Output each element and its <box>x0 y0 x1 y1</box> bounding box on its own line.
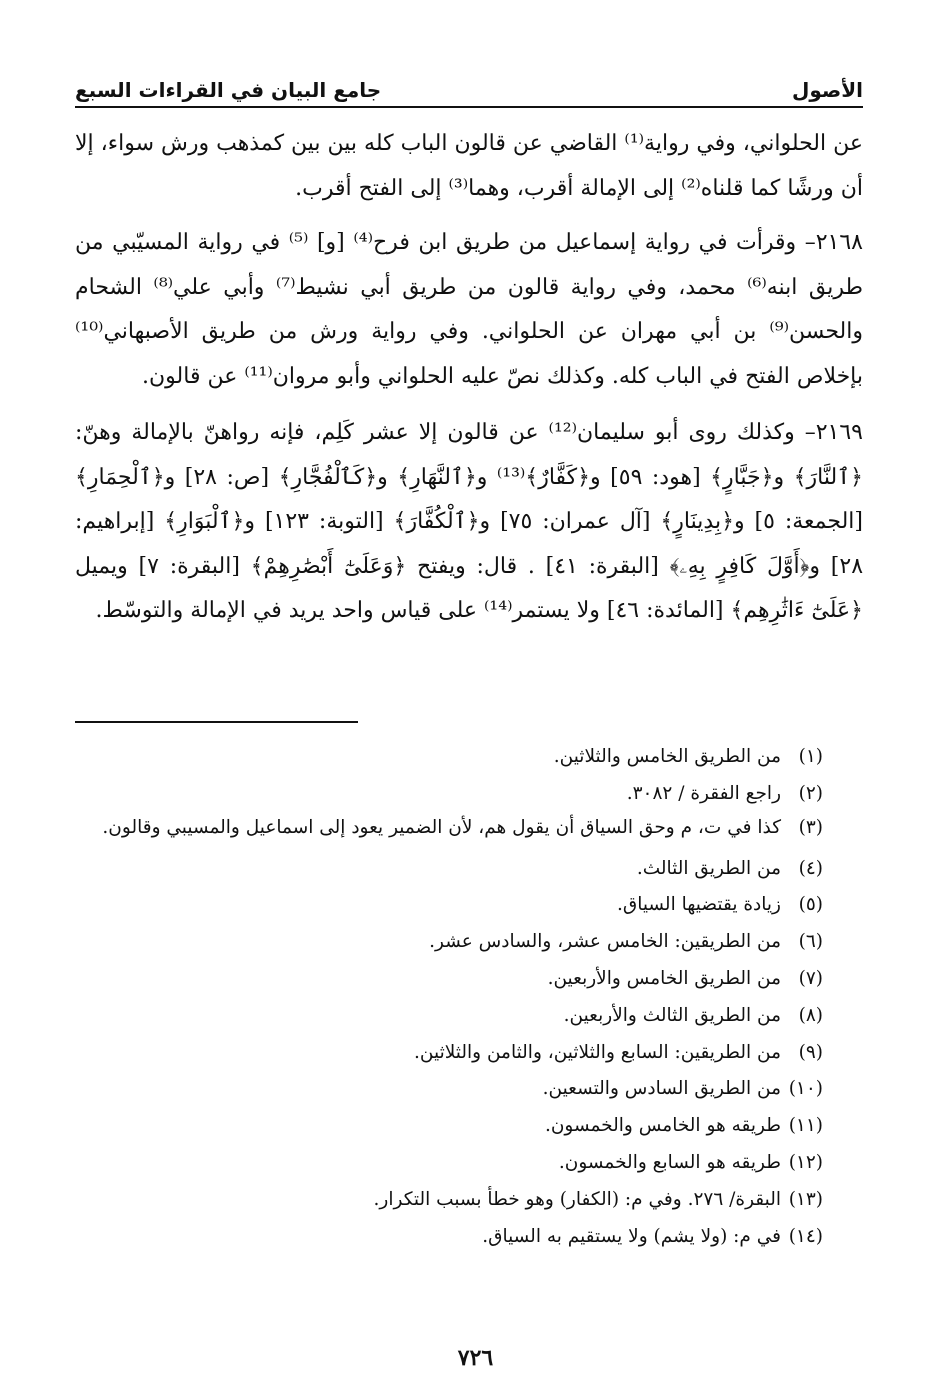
footnote-text: من الطريق الثالث. <box>636 857 781 879</box>
footnote-number: (٧) <box>798 967 823 989</box>
footnote-3 <box>75 813 823 843</box>
footnote-13 <box>75 1182 823 1219</box>
footnote-rule <box>75 721 358 723</box>
footnote-text: راجع الفقرة / ٣٠٨٢. <box>626 782 781 804</box>
header-rule <box>75 106 863 108</box>
footnote-12 <box>75 1145 823 1182</box>
paragraph-2168: ٢١٦٨– وقرأت في رواية إسماعيل من طريق ابن فرح⁽⁴⁾ [و] ⁽⁵⁾ في رواية المسيّبي من طريق ابنه⁽⁶⁾ محمد، وفي رواية قالون من طريق أبي نشيط⁽⁷⁾ وأبي علي⁽⁸⁾ الشحام والحسن⁽⁹⁾ بن أبي مهران عن الحلواني. وفي رواية ورش من طريق الأصبهاني⁽¹⁰⁾ بإخلاص الفتح في الباب كله. وكذلك نصّ عليه الحلواني وأبو مروان⁽¹¹⁾ عن قالون. <box>75 230 863 389</box>
footnote-7 <box>75 961 823 998</box>
footnote-number: (١٠) <box>788 1078 823 1100</box>
running-header <box>75 72 863 102</box>
footnote-text: من الطريق السادس والتسعين. <box>542 1078 781 1100</box>
footnote-text: من الطريق الخامس والأربعين. <box>547 967 781 989</box>
paragraph-1: عن الحلواني، وفي رواية⁽¹⁾ القاضي عن قالون الباب كله بين بين كمذهب ورش سواء، إلا أن ورشًا كما قلناه⁽²⁾ إلى الإمالة أقرب، وهما⁽³⁾ إلى الفتح أقرب. <box>75 131 863 201</box>
footnote-4 <box>75 851 823 888</box>
footnote-number: (٤) <box>798 857 823 879</box>
footnote-text: من الطريق الثالث والأربعين. <box>563 1004 781 1026</box>
footnote-8 <box>75 998 823 1035</box>
section-title: الأصول <box>792 78 863 102</box>
footnote-number: (١٢) <box>788 1151 823 1173</box>
footnote-11 <box>75 1108 823 1145</box>
footnote-text: كذا في ت، م وحق السياق أن يقول هم، لأن الضمير يعود إلى اسماعيل والمسيبي وقالون. <box>102 816 781 838</box>
footnote-number: (١١) <box>788 1115 823 1137</box>
footnote-text: من الطريقين: السابع والثلاثين، والثامن والثلاثين. <box>414 1041 781 1063</box>
footnote-number: (٥) <box>798 894 823 916</box>
footnote-text: طريقه هو الخامس والخمسون. <box>544 1115 781 1137</box>
footnote-14 <box>75 1219 823 1256</box>
footnote-text: من الطريق الخامس والثلاثين. <box>553 746 781 767</box>
footnote-text: طريقه هو السابع والخمسون. <box>558 1151 781 1173</box>
footnote-text: البقرة/ ٢٧٦. وفي م: (الكفار) وهو خطأ بسبب التكرار. <box>373 1188 781 1210</box>
footnote-number: (٩) <box>798 1041 823 1063</box>
footnote-text: في م: (ولا يشم) ولا يستقيم به السياق. <box>482 1225 781 1247</box>
footnote-number: (٢) <box>798 782 823 804</box>
footnote-text: من الطريقين: الخامس عشر، والسادس عشر. <box>429 931 781 953</box>
footnote-6 <box>75 924 823 961</box>
footnote-number: (٦) <box>798 931 823 953</box>
footnote-number: (٣) <box>798 816 823 838</box>
page-number: ٧٢٦ <box>457 1345 494 1371</box>
footnote-number: (١٣) <box>788 1188 823 1210</box>
footnotes <box>75 739 823 1255</box>
paragraph-2169: ٢١٦٩– وكذلك روى أبو سليمان⁽¹²⁾ عن قالون إلا عشر كَلِم، فإنه رواهنّ بالإمالة وهنّ: ﴿ٱلنَّارَ﴾ و﴿جَبَّارٍ﴾ [هود: ٥٩] و﴿كَفَّارٌ﴾⁽¹³⁾ و﴿ٱلنَّهَارِ﴾ و﴿كَٱلْفُجَّارِ﴾ [ص: ٢٨] و﴿ٱلْحِمَارِ﴾ [الجمعة: ٥] و﴿بِدِينَارٍ﴾ [آل عمران: ٧٥] و﴿ٱلْكُفَّارَ﴾ [التوبة: ١٢٣] و﴿ٱلْبَوَارِ﴾ [إبراهيم: ٢٨] و﴿أَوَّلَ كَافِرٍ بِهِۦ﴾ [البقرة: ٤١] . قال: ويفتح ﴿وَعَلَىٰٓ أَبْصَٰرِهِمْ﴾ [البقرة: ٧] ويميل ﴿عَلَىٰٓ ءَاثَٰرِهِم﴾ [المائدة: ٤٦] ولا يستمر⁽¹⁴⁾ على قياس واحد يريد في الإمالة والتوسّط. <box>75 420 864 623</box>
footnote-number: (٨) <box>798 1004 823 1026</box>
footnote-2 <box>75 776 823 813</box>
footnote-number: (١) <box>798 746 823 767</box>
footnote-5 <box>75 887 823 924</box>
main-text <box>75 122 863 646</box>
footnote-10 <box>75 1071 823 1108</box>
footnote-9 <box>75 1035 823 1072</box>
footnote-number: (١٤) <box>788 1225 823 1247</box>
footnote-1 <box>75 739 823 776</box>
book-title: جامع البيان في القراءات السبع <box>75 78 382 102</box>
footnote-text: زيادة يقتضيها السياق. <box>616 894 781 916</box>
